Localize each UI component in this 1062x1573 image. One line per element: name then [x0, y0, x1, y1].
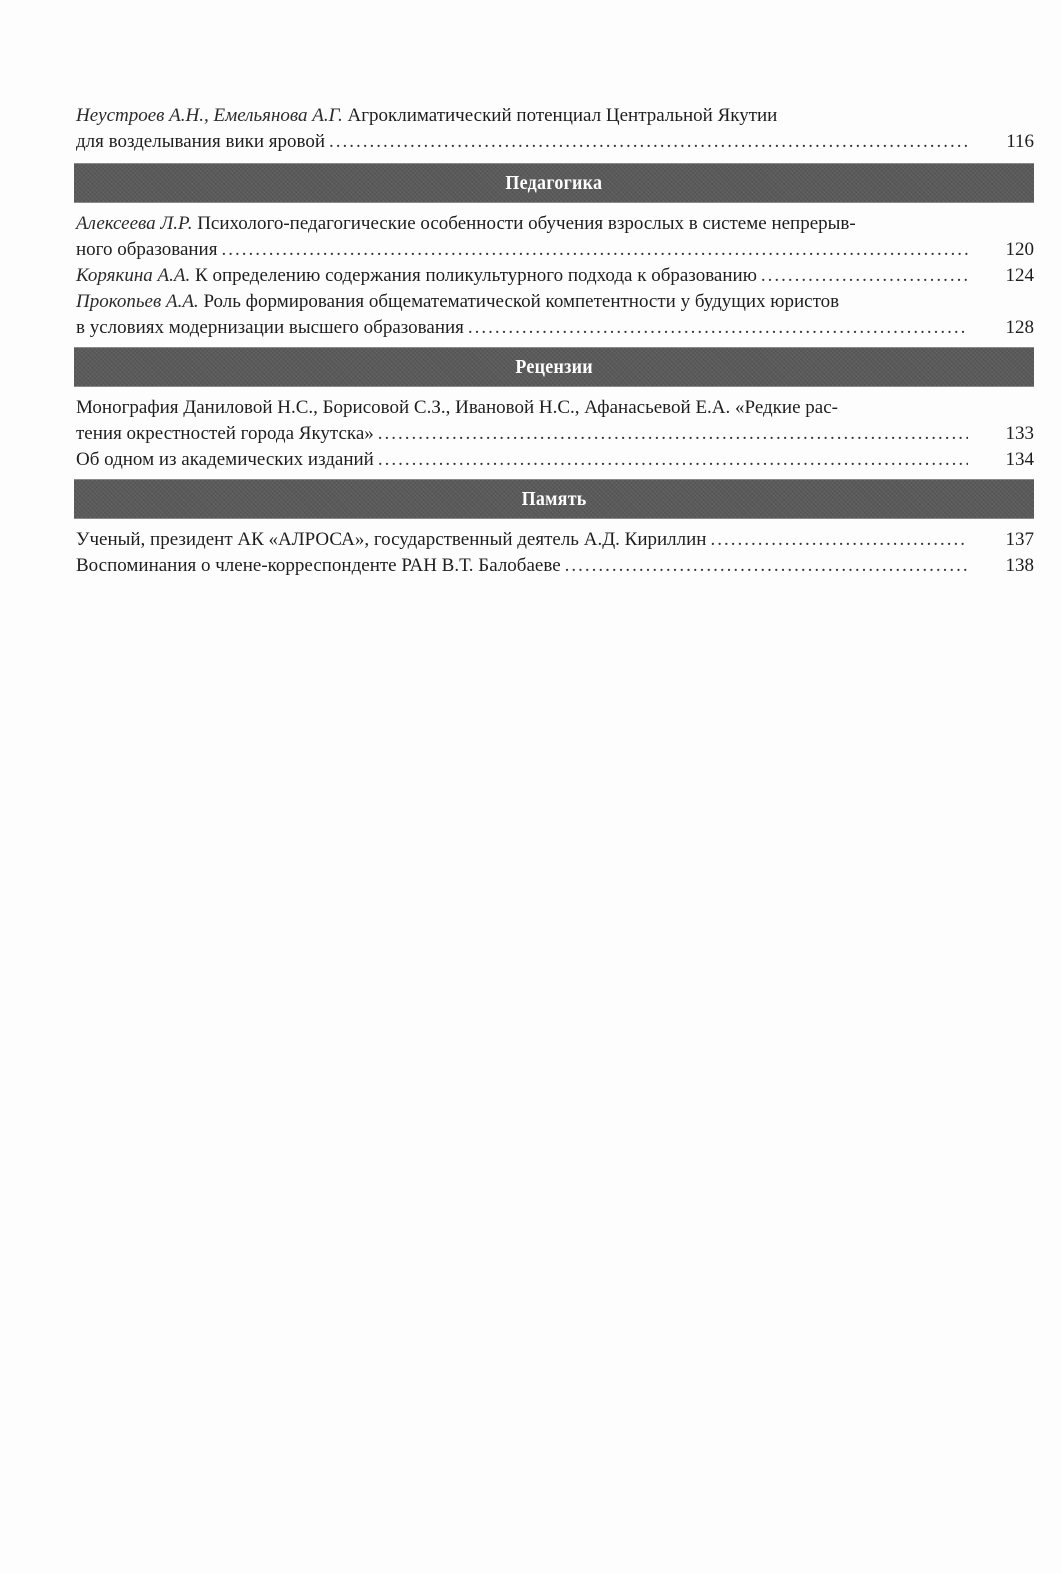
toc-entry[interactable]	[76, 103, 1034, 155]
dot-leader	[329, 129, 968, 155]
dot-leader	[761, 263, 968, 289]
section-header-pedagogy	[74, 163, 1034, 203]
entry-title: Роль формирования общематематической компетентности у будущих юристов	[203, 291, 840, 312]
page-number: 138	[1005, 555, 1034, 576]
toc-entry[interactable]	[76, 289, 1034, 341]
entry-title: К определению содержания поликультурного подхода к образованию	[195, 265, 757, 286]
dot-leader	[565, 553, 968, 579]
toc-entry[interactable]	[76, 395, 1034, 447]
page-number: 133	[1005, 423, 1034, 444]
page-number: 116	[1006, 131, 1034, 152]
page-number: 128	[1005, 317, 1034, 338]
entry-authors: Корякина А.А.	[76, 265, 191, 286]
entry-title: Агроклиматический потенциал Центральной Якутии	[347, 105, 778, 126]
entry-authors: Прокопьев А.А.	[76, 291, 199, 312]
entry-title: Ученый, президент АК «АЛРОСА», государственный деятель А.Д. Кириллин	[76, 529, 707, 550]
toc-entry[interactable]	[76, 553, 1034, 579]
section-title: Рецензии	[515, 356, 593, 378]
entry-title-continued: тения окрестностей города Якутска»	[76, 423, 374, 444]
page-number: 124	[1005, 265, 1034, 286]
dot-leader	[221, 237, 968, 263]
toc-entry[interactable]	[76, 263, 1034, 289]
entry-title: Воспоминания о члене-корреспонденте РАН В.Т. Балобаеве	[76, 555, 561, 576]
page-number: 134	[1005, 449, 1034, 470]
entry-title: Об одном из академических изданий	[76, 449, 374, 470]
section-title: Педагогика	[505, 172, 603, 194]
page-number: 120	[1005, 239, 1034, 260]
dot-leader	[378, 447, 968, 473]
entry-title: Монография Даниловой Н.С., Борисовой С.З., Ивановой Н.С., Афанасьевой Е.А. «Редкие рас-	[76, 397, 838, 418]
page-number: 137	[1005, 529, 1034, 550]
table-of-contents	[76, 103, 1034, 579]
entry-title-continued: в условиях модернизации высшего образования	[76, 317, 464, 338]
section-header-reviews	[74, 347, 1034, 387]
section-header-memory	[74, 479, 1034, 519]
entry-title: Психолого-педагогические особенности обучения взрослых в системе непрерыв-	[197, 213, 856, 234]
toc-entry[interactable]	[76, 447, 1034, 473]
entry-authors: Алексеева Л.Р.	[76, 213, 193, 234]
toc-entry[interactable]	[76, 527, 1034, 553]
dot-leader	[710, 527, 968, 553]
section-title: Память	[521, 488, 587, 510]
dot-leader	[468, 315, 968, 341]
entry-title-continued: для возделывания вики яровой	[76, 131, 326, 152]
toc-entry[interactable]	[76, 211, 1034, 263]
dot-leader	[378, 421, 968, 447]
entry-authors: Неустроев А.Н., Емельянова А.Г.	[76, 105, 343, 126]
entry-title-continued: ного образования	[76, 239, 218, 260]
